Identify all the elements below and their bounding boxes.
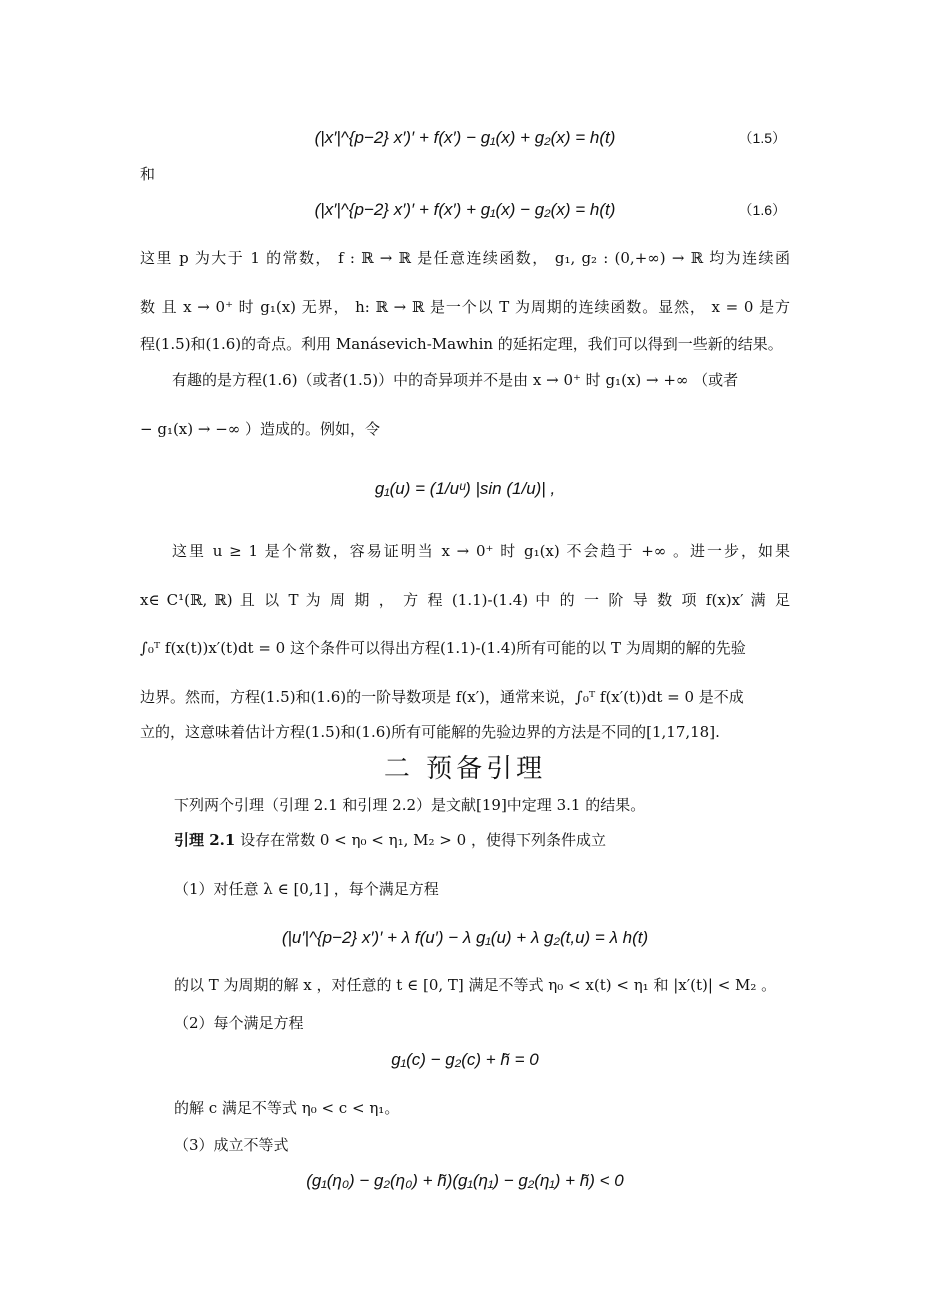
paragraph-line: 有趣的是方程(1.6)（或者(1.5)）中的奇异项并不是由 x → 0⁺ 时 g₁(x) → +∞ （或者 [172, 371, 739, 389]
paragraph-line: 这里 p 为大于 1 的常数， f : ℝ → ℝ 是任意连续函数， g₁, g₂ : (0,+∞) → ℝ 均为连续函 [140, 249, 790, 267]
equation-g1-example: g₁(u) = (1/uᵘ) |sin (1/u)| , [374, 479, 556, 498]
paragraph-line: 立的，这意味着估计方程(1.5)和(1.6)所有可能解的先验边界的方法是不同的[1,17,18]. [140, 723, 720, 741]
paragraph-line: 数 且 x → 0⁺ 时 g₁(x) 无界， h: ℝ → ℝ 是一个以 T 为周期的连续函数。显然， x = 0 是方 [140, 298, 790, 316]
paragraph-line: 边界。然而，方程(1.5)和(1.6)的一阶导数项是 f(x′)，通常来说，∫₀ᵀ f(x′(t))dt = 0 是不成 [140, 688, 744, 706]
condition-3: （3）成立不等式 [174, 1136, 289, 1154]
condition-1-continued: 的以 T 为周期的解 x ，对任意的 t ∈ [0, T] 满足不等式 η₀ < x(t) < η₁ 和 |x′(t)| < M₂ 。 [174, 976, 777, 994]
connector-text: 和 [140, 165, 156, 183]
paragraph-line: ∫₀ᵀ f(x(t))x′(t)dt = 0 这个条件可以得出方程(1.1)-(1.4)所有可能的以 T 为周期的解的先验 [140, 639, 746, 657]
section-title: 二 预备引理 [383, 754, 547, 784]
equation-condition-3: (g₁(η₀) − g₂(η₀) + h̃)(g₁(η₁) − g₂(η₁) + h̃) < 0 [306, 1171, 624, 1190]
paragraph-line: x∈ C¹(ℝ, ℝ) 且 以 T 为 周 期 ， 方 程 (1.1)-(1.4) 中 的 一 阶 导 数 项 f(x)x′ 满 足 [140, 591, 790, 609]
lemma-text: 设存在常数 0 < η₀ < η₁, M₂ > 0 ，使得下列条件成立 [235, 831, 606, 849]
equation-formula: (|x′|^{p−2} x′)′ + f(x′) − g₁(x) + g₂(x) = h(t) [314, 128, 616, 147]
paragraph-line: − g₁(x) → −∞ ）造成的。例如，令 [140, 420, 381, 438]
lemma-statement [174, 829, 824, 851]
lemma-label: 引理 2.1 [174, 831, 236, 849]
equation-1-6 [140, 197, 790, 223]
paragraph-line: 下列两个引理（引理 2.1 和引理 2.2）是文献[19]中定理 3.1 的结果。 [174, 796, 646, 814]
condition-1: （1）对任意 λ ∈ [0,1] ，每个满足方程 [174, 880, 439, 898]
equation-1-5 [140, 125, 790, 151]
equation-condition-1: (|u′|^{p−2} x′)′ + λ f(u′) − λ g₁(u) + λ g₂(t,u) = λ h(t) [281, 928, 649, 947]
condition-2-continued: 的解 c 满足不等式 η₀ < c < η₁。 [174, 1099, 400, 1117]
condition-2: （2）每个满足方程 [174, 1014, 304, 1032]
paragraph-line: 程(1.5)和(1.6)的奇点。利用 Manásevich-Mawhin 的延拓定理，我们可以得到一些新的结果。 [140, 335, 783, 353]
paragraph-line: 这里 u ≥ 1 是个常数，容易证明当 x → 0⁺ 时 g₁(x) 不会趋于 +∞ 。进一步，如果 [172, 542, 790, 560]
equation-number-1-5: （1.5） [738, 130, 786, 146]
equation-condition-2: g₁(c) − g₂(c) + h̃ = 0 [391, 1050, 539, 1069]
equation-number-1-6: （1.6） [738, 202, 786, 218]
equation-formula: (|x′|^{p−2} x′)′ + f(x′) + g₁(x) − g₂(x) = h(t) [314, 200, 616, 219]
